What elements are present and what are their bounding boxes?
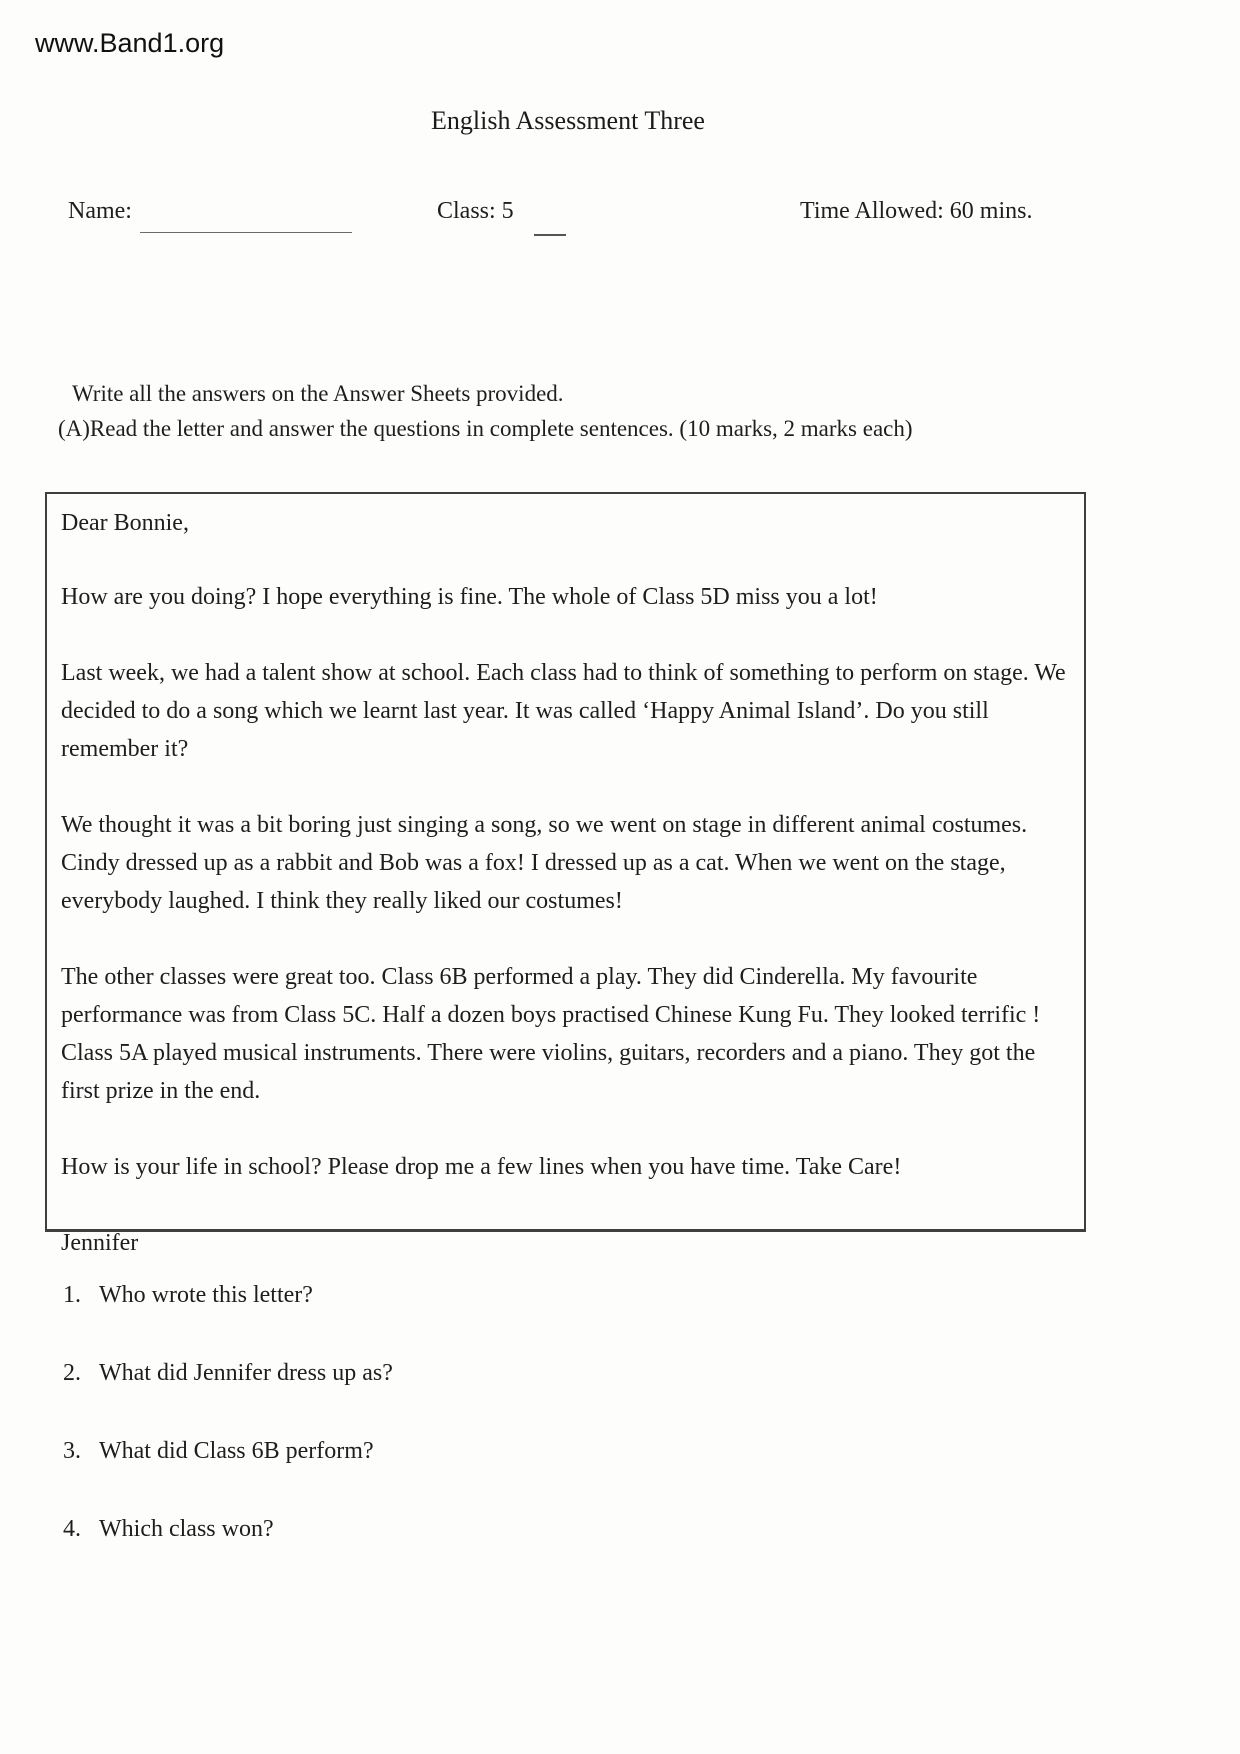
page-title: English Assessment Three (431, 106, 705, 135)
letter-paragraph: The other classes were great too. Class 6B performed a play. They did Cinderella. My favourite performance was from Class 5C. Half a dozen boys practised Chinese Kung Fu. They looked terrific ! Class 5A played musical instruments. There were violins, guitars, recorders and a piano. They got the first prize in the end. (61, 964, 1041, 1104)
question-item (63, 1354, 963, 1392)
question-item (63, 1276, 963, 1314)
question-item (63, 1510, 963, 1548)
name-label: Name: (68, 198, 132, 224)
letter-box (45, 492, 1086, 1256)
letter-paragraph: How are you doing? I hope everything is fine. The whole of Class 5D miss you a lot! (61, 584, 878, 610)
question-number: 3. (63, 1438, 81, 1464)
question-text: What did Class 6B perform? (99, 1438, 374, 1464)
question-list (63, 1276, 963, 1588)
question-item (63, 1432, 963, 1470)
time-allowed-label: Time Allowed: 60 mins. (800, 198, 1033, 224)
letter-content (47, 494, 1084, 1262)
letter-salutation: Dear Bonnie, (61, 510, 189, 536)
title-row (0, 106, 1136, 136)
class-label: Class: 5 (437, 198, 514, 224)
letter-paragraph: We thought it was a bit boring just singing a song, so we went on stage in different animal costumes. Cindy dressed up as a rabbit and Bob was a fox! I dressed up as a cat. When we went on the stage, everybody laughed. I think they really liked our costumes! (61, 812, 1028, 914)
class-blank-line (534, 198, 566, 236)
name-blank-line (140, 198, 352, 233)
info-row (0, 198, 1240, 238)
question-number: 2. (63, 1360, 81, 1386)
question-number: 4. (63, 1516, 81, 1542)
question-number: 1. (63, 1282, 81, 1308)
letter-paragraph: How is your life in school? Please drop me a few lines when you have time. Take Care! (61, 1154, 902, 1180)
instruction-line: Write all the answers on the Answer Sheets provided. (72, 381, 564, 406)
section-a-heading: (A)Read the letter and answer the questions in complete sentences. (10 marks, 2 marks each) (58, 416, 913, 441)
watermark-url: www.Band1.org (35, 28, 225, 58)
letter-signature: Jennifer (61, 1230, 139, 1256)
question-text: Which class won? (99, 1516, 274, 1542)
letter-paragraph: Last week, we had a talent show at school. Each class had to think of something to perform on stage. We decided to do a song which we learnt last year. It was called ‘Happy Animal Island’. Do you still remember it? (61, 660, 1066, 762)
question-text: What did Jennifer dress up as? (99, 1360, 393, 1386)
question-text: Who wrote this letter? (99, 1282, 313, 1308)
